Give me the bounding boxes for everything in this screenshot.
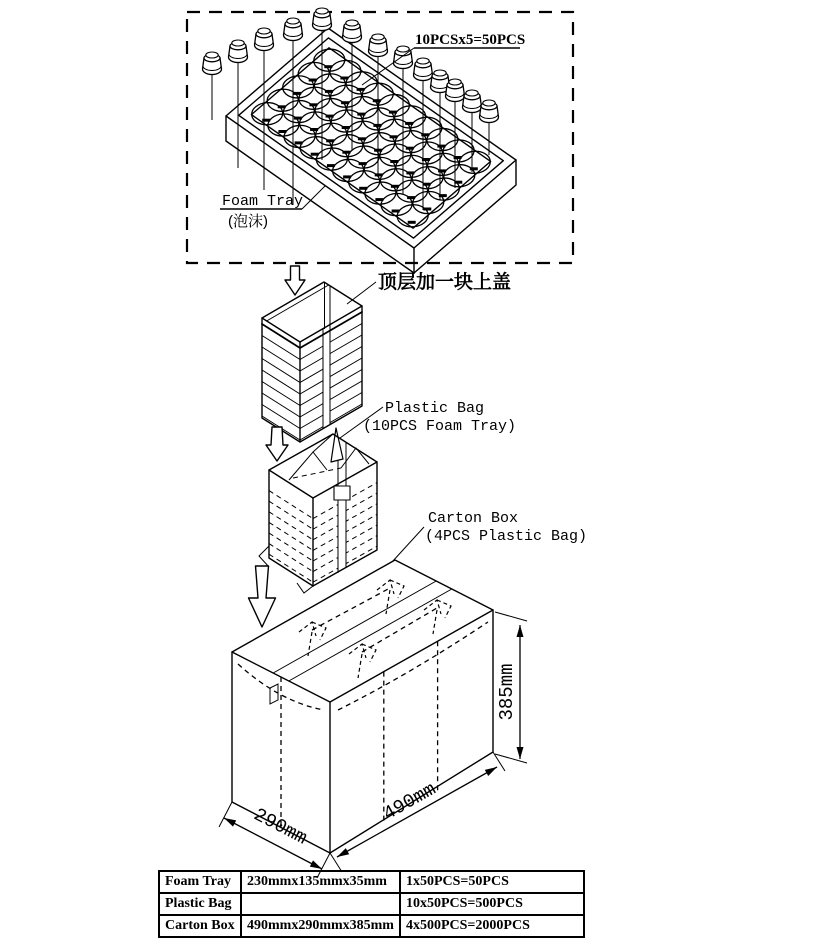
stack-layer bbox=[300, 324, 362, 360]
dim-arrow bbox=[337, 848, 349, 857]
stack-layer bbox=[300, 335, 362, 371]
dim-arrow bbox=[517, 625, 524, 637]
stack-layer bbox=[262, 347, 300, 371]
carton-flap-line bbox=[289, 589, 452, 681]
tray-hole bbox=[315, 122, 347, 146]
tray-hole bbox=[411, 166, 443, 190]
stack-layer bbox=[262, 382, 300, 406]
dim-height-label: 385mm bbox=[496, 663, 518, 721]
tray-hole bbox=[330, 109, 362, 133]
tray-hole bbox=[363, 156, 395, 180]
tray-hole bbox=[266, 88, 298, 112]
bag-knot-dash bbox=[377, 580, 404, 598]
stack-layer bbox=[300, 347, 362, 383]
stack-layer bbox=[300, 358, 362, 394]
packing-spec-table bbox=[158, 870, 585, 938]
tray-hole bbox=[316, 147, 348, 171]
flow-arrow-1 bbox=[285, 266, 305, 295]
flow-arrow-3 bbox=[249, 566, 276, 627]
tray-hole bbox=[283, 124, 315, 148]
tray-hole bbox=[314, 98, 346, 122]
bag-edge-dash bbox=[362, 608, 437, 652]
extension-line bbox=[495, 754, 527, 763]
dim-line-width bbox=[337, 767, 497, 857]
vial-cap-top bbox=[417, 58, 429, 64]
item-size-cell bbox=[241, 893, 400, 915]
item-name-cell: Foam Tray bbox=[159, 871, 241, 893]
bag-knots bbox=[299, 580, 451, 678]
tray-hole bbox=[379, 143, 411, 167]
tray-hole bbox=[443, 164, 475, 188]
vial-cap-top bbox=[466, 90, 478, 96]
tray-hole bbox=[427, 152, 459, 176]
carton-contents bbox=[238, 580, 488, 828]
stack-note-leader bbox=[347, 282, 376, 304]
tray-hole bbox=[332, 158, 364, 182]
tray-hole bbox=[330, 84, 362, 108]
vial-cap-top bbox=[449, 79, 461, 85]
tray-stack-drawing bbox=[262, 282, 362, 442]
tray-hole bbox=[267, 113, 299, 137]
carton-box-leader bbox=[392, 527, 424, 562]
tray-hole bbox=[314, 73, 346, 97]
vials bbox=[203, 8, 499, 123]
bag-knot-tail bbox=[433, 610, 437, 634]
top-count-label: 10PCSx5=50PCS bbox=[415, 32, 526, 48]
vial-cap-top bbox=[434, 70, 446, 76]
dim-arrow bbox=[224, 818, 236, 827]
tray-hole bbox=[283, 100, 315, 124]
dim-arrow bbox=[310, 860, 322, 869]
stack-layer bbox=[262, 359, 300, 383]
stack-layer bbox=[262, 393, 300, 417]
stack-layer bbox=[300, 393, 362, 429]
table-row bbox=[159, 893, 584, 915]
item-qty-cell: 4x500PCS=2000PCS bbox=[400, 915, 584, 937]
bag-edge-dash bbox=[312, 588, 390, 630]
carton-box-label: Carton Box bbox=[428, 510, 519, 527]
vial-cap-top bbox=[206, 52, 218, 58]
stack-layer bbox=[262, 370, 300, 394]
vial-cap-top bbox=[346, 20, 358, 26]
tray-hole bbox=[331, 134, 363, 158]
foam-tray-label-cn: (泡沫) bbox=[228, 213, 268, 230]
stack-layer bbox=[300, 370, 362, 406]
tray-hole bbox=[380, 192, 412, 216]
item-qty-cell: 10x50PCS=500PCS bbox=[400, 893, 584, 915]
dimension-annotations bbox=[219, 612, 527, 878]
item-qty-cell: 1x50PCS=50PCS bbox=[400, 871, 584, 893]
extension-line bbox=[495, 612, 527, 621]
tray-hole bbox=[459, 150, 491, 174]
stack-layer bbox=[262, 405, 300, 429]
bag-layer-dash bbox=[269, 501, 313, 529]
dim-width-label: 490mm bbox=[379, 778, 440, 826]
tray-hole bbox=[395, 130, 427, 154]
dim-depth-label: 290mm bbox=[249, 803, 311, 850]
tray-hole bbox=[345, 71, 377, 95]
carton-flap-line bbox=[273, 581, 436, 673]
vial-cap-top bbox=[258, 28, 270, 34]
tray-hole bbox=[442, 139, 474, 163]
bag-sag-dash bbox=[338, 622, 488, 710]
tray-hole bbox=[411, 141, 443, 165]
cover-bottom-edge bbox=[262, 312, 362, 348]
tray-hole bbox=[282, 75, 314, 99]
table-row bbox=[159, 915, 584, 937]
vial-cap-top bbox=[483, 100, 495, 106]
stack-note-label: 顶层加一块上盖 bbox=[378, 272, 512, 293]
foam-tray-label: Foam Tray bbox=[222, 193, 304, 210]
vial-cap-top bbox=[232, 40, 244, 46]
dim-arrow bbox=[517, 747, 524, 759]
stack-note-callout bbox=[347, 270, 511, 304]
tray-hole bbox=[394, 105, 426, 129]
item-name-cell: Plastic Bag bbox=[159, 893, 241, 915]
tray-hole bbox=[297, 61, 329, 85]
tray-hole bbox=[329, 59, 361, 83]
bag-knot-tail bbox=[386, 590, 390, 614]
table-row bbox=[159, 871, 584, 893]
tray-hole bbox=[364, 181, 396, 205]
tray-hole bbox=[378, 118, 410, 142]
bag-layer-dash bbox=[269, 544, 313, 572]
carton-tab bbox=[270, 684, 278, 704]
carton-top-face bbox=[232, 560, 493, 702]
stack-gap-band bbox=[323, 325, 330, 429]
bag-layer-dash bbox=[269, 491, 313, 519]
bag-layer-dash bbox=[269, 533, 313, 561]
foam-tray-callout bbox=[220, 186, 325, 230]
tray-hole bbox=[348, 170, 380, 194]
tray-hole bbox=[378, 94, 410, 118]
tray-hole bbox=[396, 204, 428, 228]
plastic-bag-callout bbox=[340, 400, 516, 438]
tray-hole bbox=[298, 86, 330, 110]
carton-box-detail-label: (4PCS Plastic Bag) bbox=[425, 528, 588, 545]
tray-hole bbox=[363, 132, 395, 156]
item-name-cell: Carton Box bbox=[159, 915, 241, 937]
bag-corner-flap bbox=[259, 546, 269, 567]
tray-hole bbox=[251, 102, 283, 126]
tray-hole bbox=[299, 111, 331, 135]
bag-strap-buckle bbox=[334, 486, 350, 500]
vial-cap-top bbox=[316, 8, 328, 14]
bag-layer-lines bbox=[269, 483, 377, 583]
item-size-cell: 230mmx135mmx35mm bbox=[241, 871, 400, 893]
tray-hole bbox=[426, 128, 458, 152]
item-size-cell: 490mmx290mmx385mm bbox=[241, 915, 400, 937]
carton-box-callout bbox=[392, 510, 587, 562]
tray-hole bbox=[380, 168, 412, 192]
tray-hole bbox=[346, 96, 378, 120]
dim-arrow bbox=[485, 767, 497, 776]
vial-cap-top bbox=[397, 46, 409, 52]
bag-knot-tail bbox=[358, 654, 362, 678]
plastic-bag-label: Plastic Bag bbox=[385, 400, 485, 417]
bag-layer-dash bbox=[269, 522, 313, 550]
tray-hole bbox=[299, 136, 331, 160]
bag-layer-dash bbox=[269, 512, 313, 540]
vial-cap-top bbox=[287, 18, 299, 24]
vial-cap-top bbox=[372, 34, 384, 40]
tray-hole bbox=[313, 48, 345, 72]
tray-hole bbox=[410, 116, 442, 140]
plastic-bag-detail-label: (10PCS Foam Tray) bbox=[363, 418, 517, 435]
bag-layer-dash bbox=[269, 554, 313, 582]
